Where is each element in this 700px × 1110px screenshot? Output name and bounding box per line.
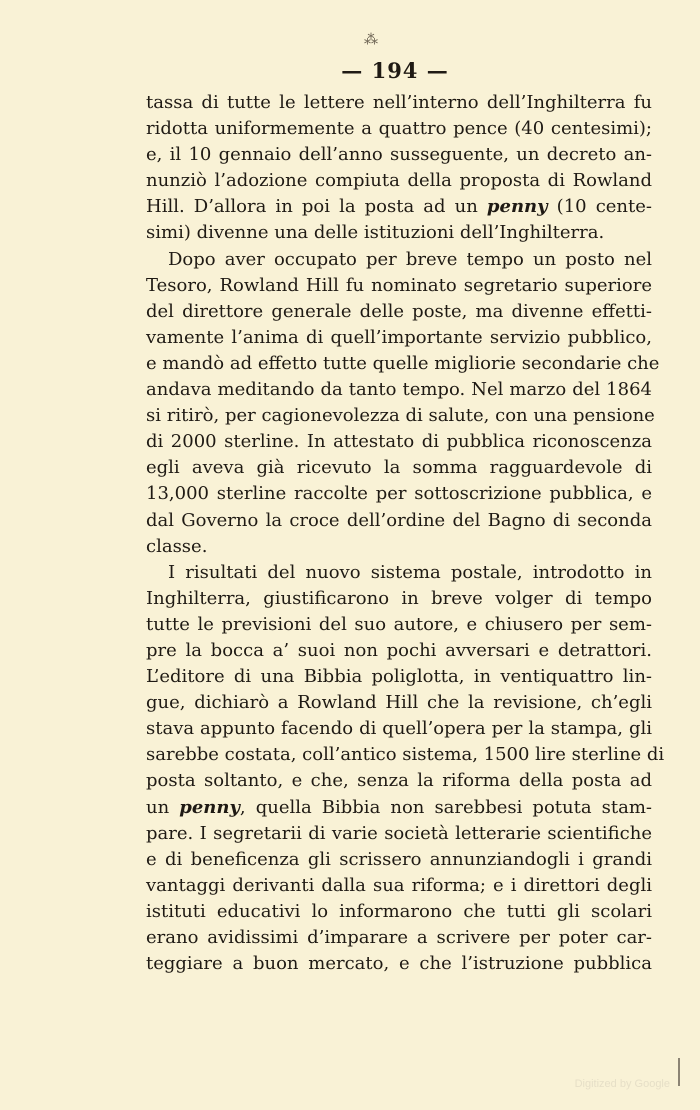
- text-line: erano avidissimi d’imparare a scrivere per poter car-: [146, 927, 652, 948]
- text-line: tutte le previsioni del suo autore, e chiusero per sem-: [146, 613, 652, 635]
- text-line: teggiare a buon mercato, e che l’istruzione pubblica: [146, 953, 652, 975]
- text-line: vantaggi derivanti dalla sua riforma; e i direttori degli: [146, 874, 652, 896]
- italic-word: penny: [486, 196, 548, 218]
- text-line: gue, dichiarò a Rowland Hill che la revisione, ch’egli: [146, 692, 652, 714]
- text-line: e di beneficenza gli scrissero annunziandogli i grandi: [146, 848, 652, 870]
- text-line: [146, 194, 652, 220]
- text-segment: un: [146, 796, 180, 818]
- text-segment: , quella Bibbia non sarebbesi potuta stam-: [239, 796, 652, 818]
- text-line: e mandò ad effetto tutte quelle migliorie secondarie che: [146, 352, 660, 374]
- text-line: Inghilterra, giustificarono in breve volger di tempo: [146, 587, 652, 609]
- text-line: e, il 10 gennaio dell’anno susseguente, un decreto an-: [146, 144, 652, 166]
- text-line: sarebbe costata, coll’antico sistema, 1500 lire sterline di: [146, 744, 665, 766]
- text-line: vamente l’anima di quell’importante servizio pubblico,: [146, 326, 652, 348]
- text-line: stava appunto facendo di quell’opera per la stampa, gli: [146, 718, 652, 740]
- text-line: Dopo aver occupato per breve tempo un posto nel: [168, 248, 652, 270]
- text-line: si ritirò, per cagionevolezza di salute, con una pensione: [146, 405, 655, 427]
- body-text: [146, 90, 665, 977]
- ornament-mark: ⁂: [364, 32, 378, 48]
- text-line: [146, 795, 652, 821]
- italic-word: penny: [179, 796, 240, 818]
- text-line: tassa di tutte le lettere nell’interno dell’Inghilterra fu: [146, 92, 652, 113]
- text-line: classe.: [146, 535, 208, 557]
- text-segment: Hill. D’allora in poi la posta ad un: [146, 196, 487, 218]
- page-number-text: — 194 —: [341, 58, 449, 83]
- text-line: 13,000 sterline raccolte per sottoscrizione pubblica, e: [146, 483, 652, 505]
- margin-mark: [678, 1058, 680, 1086]
- text-line: nunziò l’adozione compiuta della proposta di Rowland: [146, 170, 652, 192]
- text-line: istituti educativi lo informarono che tutti gli scolari: [146, 900, 652, 922]
- text-line: Tesoro, Rowland Hill fu nominato segretario superiore: [146, 274, 652, 296]
- watermark-text: Digitized by Google: [574, 1078, 670, 1090]
- text-line: egli aveva già ricevuto la somma ragguardevole di: [146, 457, 652, 479]
- text-line: pre la bocca a’ suoi non pochi avversari e detrattori.: [146, 639, 652, 661]
- text-line: L’editore di una Bibbia poliglotta, in ventiquattro lin-: [146, 666, 652, 688]
- text-line: simi) divenne una delle istituzioni dell’Inghilterra.: [146, 222, 605, 244]
- page-number: [0, 58, 700, 83]
- text-line: I risultati del nuovo sistema postale, introdotto in: [168, 561, 652, 583]
- text-line: posta soltanto, e che, senza la riforma della posta ad: [146, 770, 652, 792]
- text-line: del direttore generale delle poste, ma divenne effetti-: [146, 300, 652, 322]
- text-line: pare. I segretarii di varie società letterarie scientifiche: [146, 822, 652, 844]
- text-segment: (10 cente-: [547, 196, 652, 218]
- text-line: ridotta uniformemente a quattro pence (40 centesimi);: [146, 118, 652, 140]
- text-line: di 2000 sterline. In attestato di pubblica riconoscenza: [146, 431, 652, 453]
- text-line: andava meditando da tanto tempo. Nel marzo del 1864: [146, 379, 652, 401]
- text-line: dal Governo la croce dell’ordine del Bagno di seconda: [146, 509, 652, 531]
